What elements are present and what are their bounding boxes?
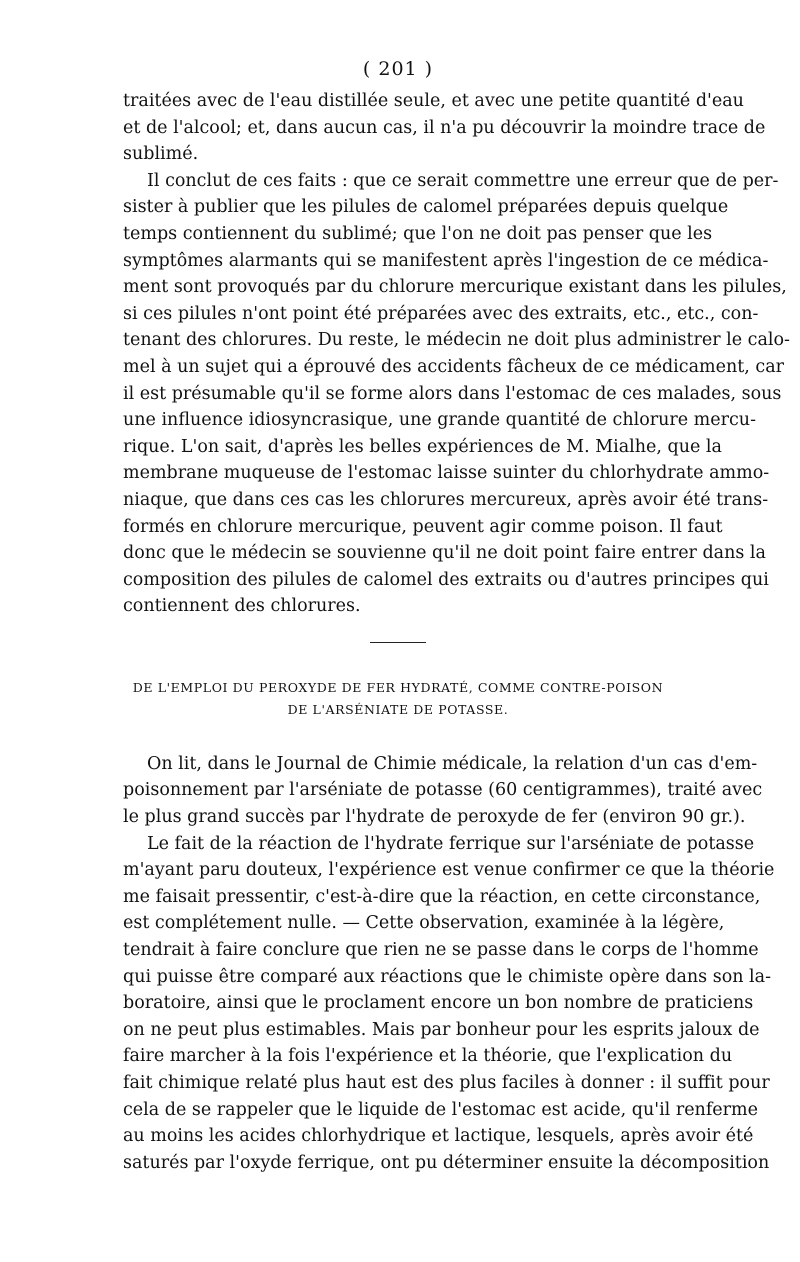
paragraph-reaction [123,831,775,1177]
text-line: sublimé. [123,144,199,165]
text-line: donc que le médecin se souvienne qu'il ne doit point faire entrer dans la [123,543,766,564]
text-line: rique. L'on sait, d'après les belles expériences de M. Mialhe, que la [123,436,722,457]
text-line: traitées avec de l'eau distillée seule, et avec une petite quantité d'eau [123,91,744,111]
text-line: Le fait de la réaction de l'hydrate ferrique sur l'arséniate de potasse [147,833,755,854]
text-line: mel à un sujet qui a éprouvé des accidents fâcheux de ce médicament, car [123,356,784,377]
paragraph-continuation [123,88,766,168]
text-line: poisonnement par l'arséniate de potasse (60 centigrammes), traité avec [123,780,763,801]
text-line: est complétement nulle. — Cette observation, examinée à la légère, [123,913,725,934]
page-number: ( 201 ) [362,58,434,80]
paragraph-case-report [123,751,763,831]
paragraph-conclusion [123,168,790,620]
text-line: et de l'alcool; et, dans aucun cas, il n'a pu découvrir la moindre trace de [123,117,766,138]
text-line: saturés par l'oxyde ferrique, ont pu déterminer ensuite la décomposition [123,1152,770,1173]
text-line: formés en chlorure mercurique, peuvent agir comme poison. Il faut [123,516,723,537]
text-line: tenant des chlorures. Du reste, le médecin ne doit plus administrer le calo- [123,330,790,351]
heading-line: DE L'EMPLOI DU PEROXYDE DE FER HYDRATÉ, COMME CONTRE-POISON [132,679,664,695]
text-line: on ne peut plus estimables. Mais par bonheur pour les esprits jaloux de [123,1019,760,1040]
text-line: sister à publier que les pilules de calomel préparées depuis quelque [123,197,729,218]
text-line: qui puisse être comparé aux réactions que le chimiste opère dans son la- [123,966,772,987]
document-page [123,58,790,1176]
text-line: composition des pilules de calomel des extraits ou d'autres principes qui [123,569,769,590]
text-line: tendrait à faire conclure que rien ne se passe dans le corps de l'homme [123,940,759,961]
text-line: une influence idiosyncrasique, une grande quantité de chlorure mercu- [123,410,756,431]
text-line: contiennent des chlorures. [123,596,361,617]
text-line: boratoire, ainsi que le proclament encore un bon nombre de praticiens [123,993,754,1014]
text-line: symptômes alarmants qui se manifestent après l'ingestion de ce médica- [123,250,769,271]
text-line: faire marcher à la fois l'expérience et la théorie, que l'explication du [123,1046,733,1067]
text-line: On lit, dans le Journal de Chimie médicale, la relation d'un cas d'em- [147,753,758,774]
heading-line: DE L'ARSÉNIATE DE POTASSE. [287,701,509,717]
section-divider [370,642,426,643]
section-heading [123,677,673,721]
text-line: au moins les acides chlorhydrique et lactique, lesquels, après avoir été [123,1126,754,1147]
text-line: membrane muqueuse de l'estomac laisse suinter du chlorhydrate ammo- [123,463,770,484]
text-line: Il conclut de ces faits : que ce serait commettre une erreur que de per- [147,170,779,191]
text-line: ment sont provoqués par du chlorure mercurique existant dans les pilules, [123,277,787,298]
text-line: le plus grand succès par l'hydrate de peroxyde de fer (environ 90 gr.). [123,807,746,828]
text-line: niaque, que dans ces cas les chlorures mercureux, après avoir été trans- [123,489,769,510]
text-line: me faisait pressentir, c'est-à-dire que la réaction, en cette circonstance, [123,886,761,907]
text-line: cela de se rappeler que le liquide de l'estomac est acide, qu'il renferme [123,1099,758,1120]
text-line: fait chimique relaté plus haut est des plus faciles à donner : il suffit pour [123,1073,770,1093]
text-line: m'ayant paru douteux, l'expérience est venue confirmer ce que la théorie [123,860,775,881]
text-line: temps contiennent du sublimé; que l'on ne doit pas penser que les [123,223,713,244]
text-line: il est présumable qu'il se forme alors dans l'estomac de ces malades, sous [123,383,782,404]
text-line: si ces pilules n'ont point été préparées avec des extraits, etc., etc., con- [123,303,759,324]
